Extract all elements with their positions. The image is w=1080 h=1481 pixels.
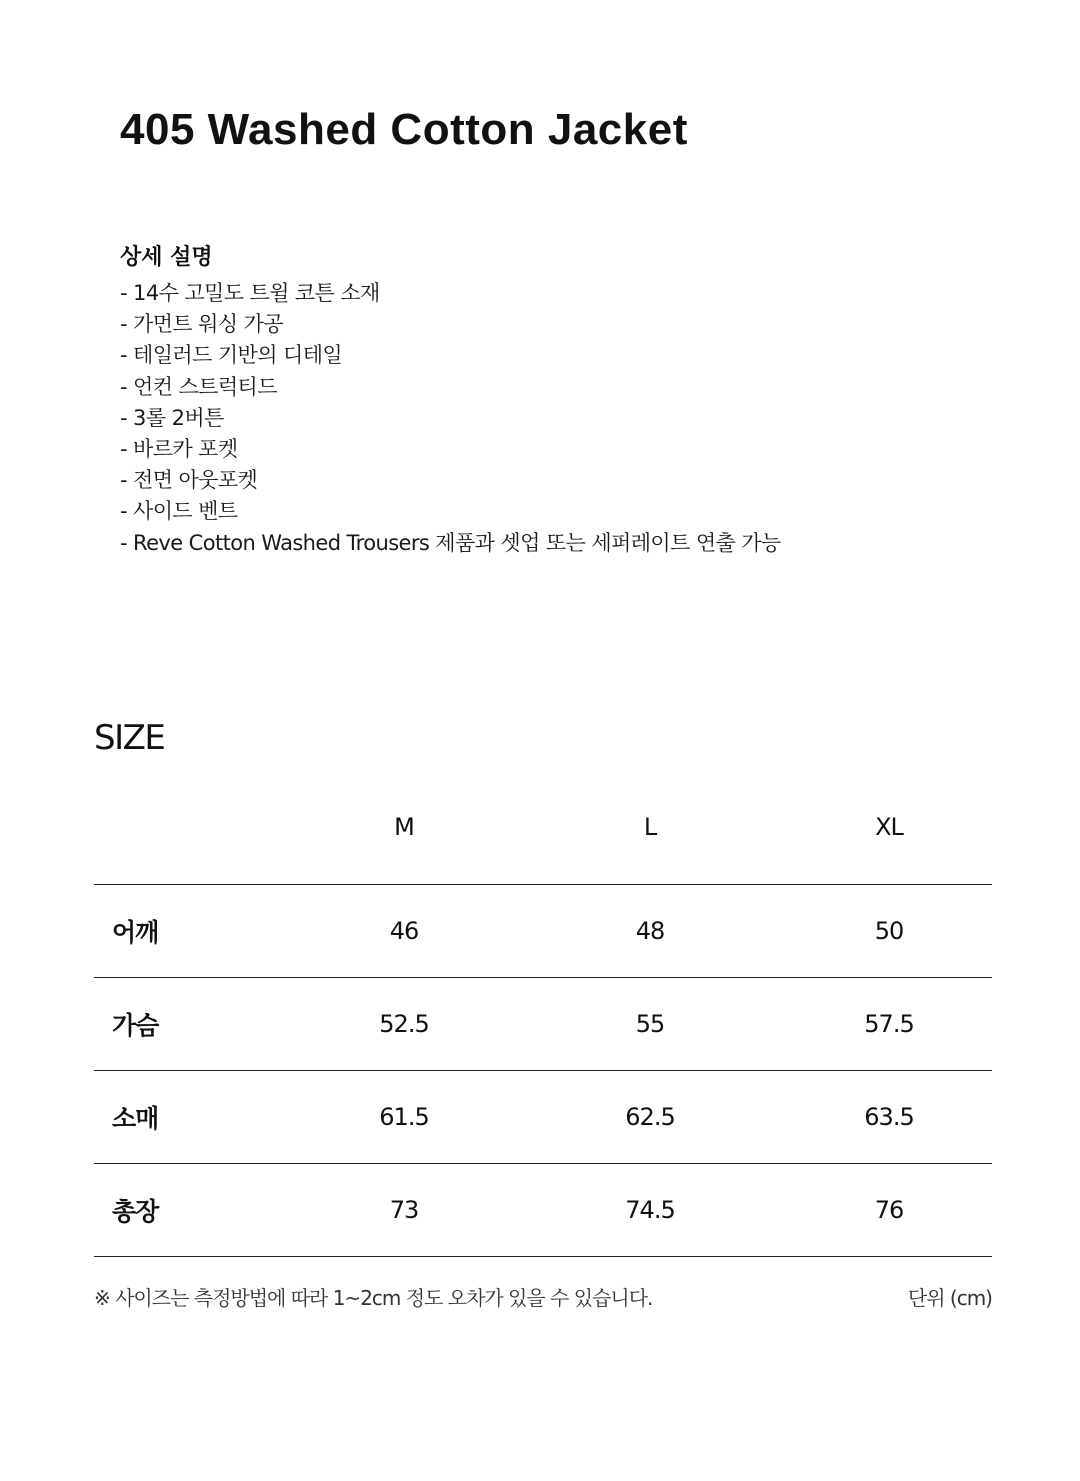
size-footnote: ※ 사이즈는 측정방법에 따라 1~2cm 정도 오차가 있을 수 있습니다. <box>94 1286 653 1310</box>
detail-item: - 전면 아웃포켓 <box>120 468 258 493</box>
size-header-l: L <box>514 792 786 884</box>
size-header-xl: XL <box>786 792 992 884</box>
row-label-shoulder: 어깨 <box>94 884 294 977</box>
table-cell: 73 <box>294 1163 514 1256</box>
size-header-row <box>94 792 992 884</box>
table-cell: 57.5 <box>786 977 992 1070</box>
detail-item: - 14수 고밀도 트윌 코튼 소재 <box>120 281 380 305</box>
details-heading: 상세 설명 <box>120 245 213 270</box>
size-header-empty <box>94 792 294 884</box>
detail-item: - 바르카 포켓 <box>120 437 238 462</box>
detail-item: - 3롤 2버튼 <box>120 405 224 430</box>
table-cell: 46 <box>294 884 514 977</box>
table-row <box>94 977 992 1070</box>
table-row <box>94 884 992 977</box>
table-row <box>94 1070 992 1163</box>
detail-item: - 언컨 스트럭티드 <box>120 374 277 399</box>
size-header-m: M <box>294 792 514 884</box>
table-cell: 50 <box>786 884 992 977</box>
detail-item: - 테일러드 기반의 디테일 <box>120 343 343 368</box>
unit-note: 단위 (cm) <box>907 1286 992 1310</box>
product-title: 405 Washed Cotton Jacket <box>120 105 688 154</box>
table-cell: 52.5 <box>294 977 514 1070</box>
table-cell: 76 <box>786 1163 992 1256</box>
row-label-chest: 가슴 <box>94 977 294 1070</box>
table-cell: 63.5 <box>786 1070 992 1163</box>
details-list <box>120 278 781 559</box>
row-label-length: 총장 <box>94 1163 294 1256</box>
size-heading: SIZE <box>94 718 165 758</box>
detail-item: - 가먼트 워싱 가공 <box>120 312 284 337</box>
table-cell: 48 <box>514 884 786 977</box>
table-cell: 61.5 <box>294 1070 514 1163</box>
table-cell: 62.5 <box>514 1070 786 1163</box>
detail-item: - Reve Cotton Washed Trousers 제품과 셋업 또는 세퍼레이트 연출 가능 <box>120 530 781 555</box>
table-cell: 55 <box>514 977 786 1070</box>
table-row <box>94 1163 992 1256</box>
size-table <box>94 792 992 1257</box>
row-label-sleeve: 소매 <box>94 1070 294 1163</box>
table-cell: 74.5 <box>514 1163 786 1256</box>
detail-item: - 사이드 벤트 <box>120 499 238 524</box>
